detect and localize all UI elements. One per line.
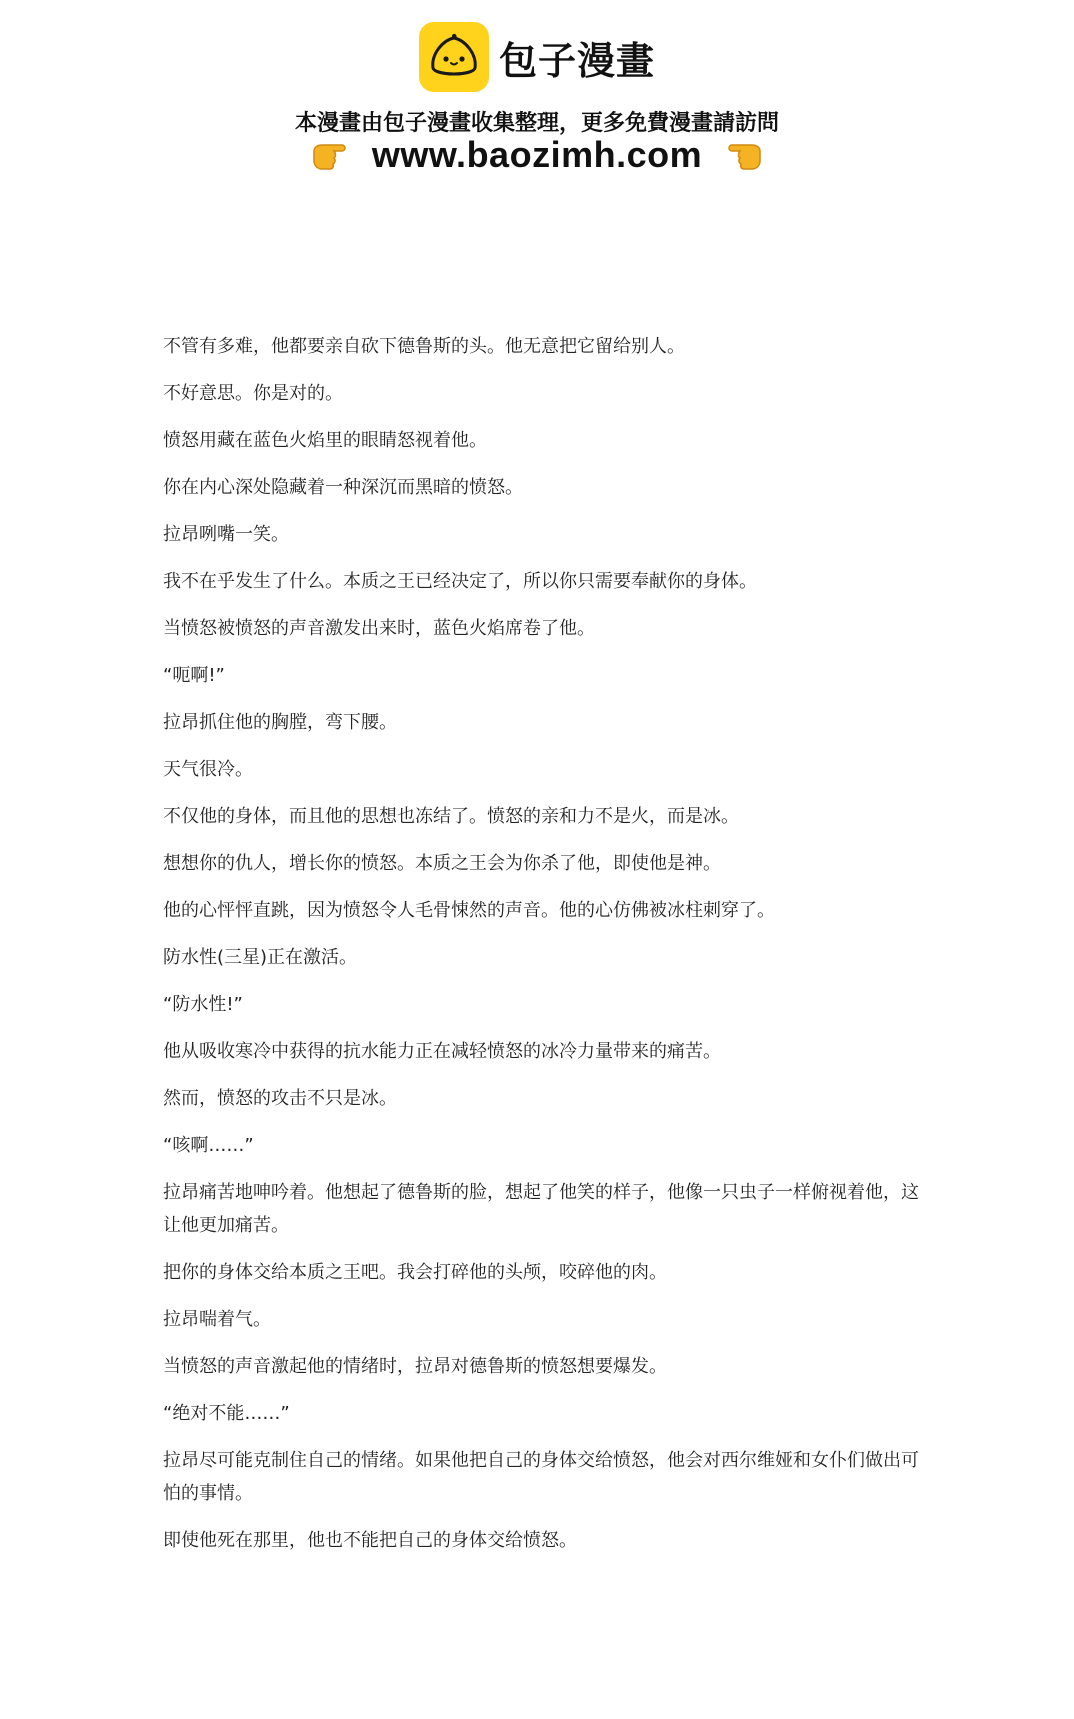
brand-name: 包子漫畫 (498, 38, 655, 83)
paragraph: 不好意思。你是对的。 (163, 383, 343, 404)
paragraph: “绝对不能……” (163, 1403, 290, 1424)
paragraph: 拉昂尽可能克制住自己的情绪。如果他把自己的身体交给愤怒，他会对西尔维娅和女仆们做出可怕的事情。 (163, 1450, 919, 1504)
paragraph: 我不在乎发生了什么。本质之王已经决定了，所以你只需要奉献你的身体。 (163, 571, 757, 592)
paragraph: 防水性(三星)正在激活。 (163, 947, 358, 968)
paragraph: 你在内心深处隐藏着一种深沉而黑暗的愤怒。 (163, 477, 523, 498)
paragraph: 拉昂痛苦地呻吟着。他想起了德鲁斯的脸，想起了他笑的样子，他像一只虫子一样俯视着他，这让他更加痛苦。 (163, 1182, 919, 1236)
chapter-text (163, 330, 923, 1571)
paragraph: 然而，愤怒的攻击不只是冰。 (163, 1088, 397, 1109)
site-url-link[interactable]: www.baozimh.com (371, 134, 703, 175)
paragraph: 想想你的仇人，增长你的愤怒。本质之王会为你杀了他，即使他是神。 (163, 853, 721, 874)
paragraph: “呃啊!” (163, 665, 225, 686)
paragraph: 拉昂咧嘴一笑。 (163, 524, 289, 545)
url-row (0, 134, 1074, 176)
paragraph: “咳啊……” (163, 1135, 254, 1156)
pointing-left-hand-icon (718, 137, 762, 173)
paragraph: 即使他死在那里，他也不能把自己的身体交给愤怒。 (163, 1530, 577, 1551)
paragraph: 愤怒用藏在蓝色火焰里的眼睛怒视着他。 (163, 430, 487, 451)
paragraph: 把你的身体交给本质之王吧。我会打碎他的头颅，咬碎他的肉。 (163, 1262, 667, 1283)
paragraph: 他从吸收寒冷中获得的抗水能力正在减轻愤怒的冰冷力量带来的痛苦。 (163, 1041, 721, 1062)
paragraph: 不仅他的身体，而且他的思想也冻结了。愤怒的亲和力不是火，而是冰。 (163, 806, 739, 827)
paragraph: 当愤怒的声音激起他的情绪时，拉昂对德鲁斯的愤怒想要爆发。 (163, 1356, 667, 1377)
paragraph: 不管有多难，他都要亲自砍下德鲁斯的头。他无意把它留给别人。 (163, 336, 685, 357)
paragraph: 天气很冷。 (163, 759, 253, 780)
paragraph: 拉昂抓住他的胸膛，弯下腰。 (163, 712, 397, 733)
bun-face-icon[interactable] (419, 22, 489, 92)
brand-row (0, 22, 1074, 92)
paragraph: 拉昂喘着气。 (163, 1309, 271, 1330)
paragraph: 当愤怒被愤怒的声音激发出来时，蓝色火焰席卷了他。 (163, 618, 595, 639)
site-tagline: 本漫畫由包子漫畫收集整理，更多免費漫畫請訪問 (294, 111, 779, 136)
site-banner (0, 0, 1074, 190)
paragraph: 他的心怦怦直跳，因为愤怒令人毛骨悚然的声音。他的心仿佛被冰柱刺穿了。 (163, 900, 775, 921)
pointing-right-hand-icon (312, 137, 356, 173)
paragraph: “防水性!” (163, 994, 243, 1015)
